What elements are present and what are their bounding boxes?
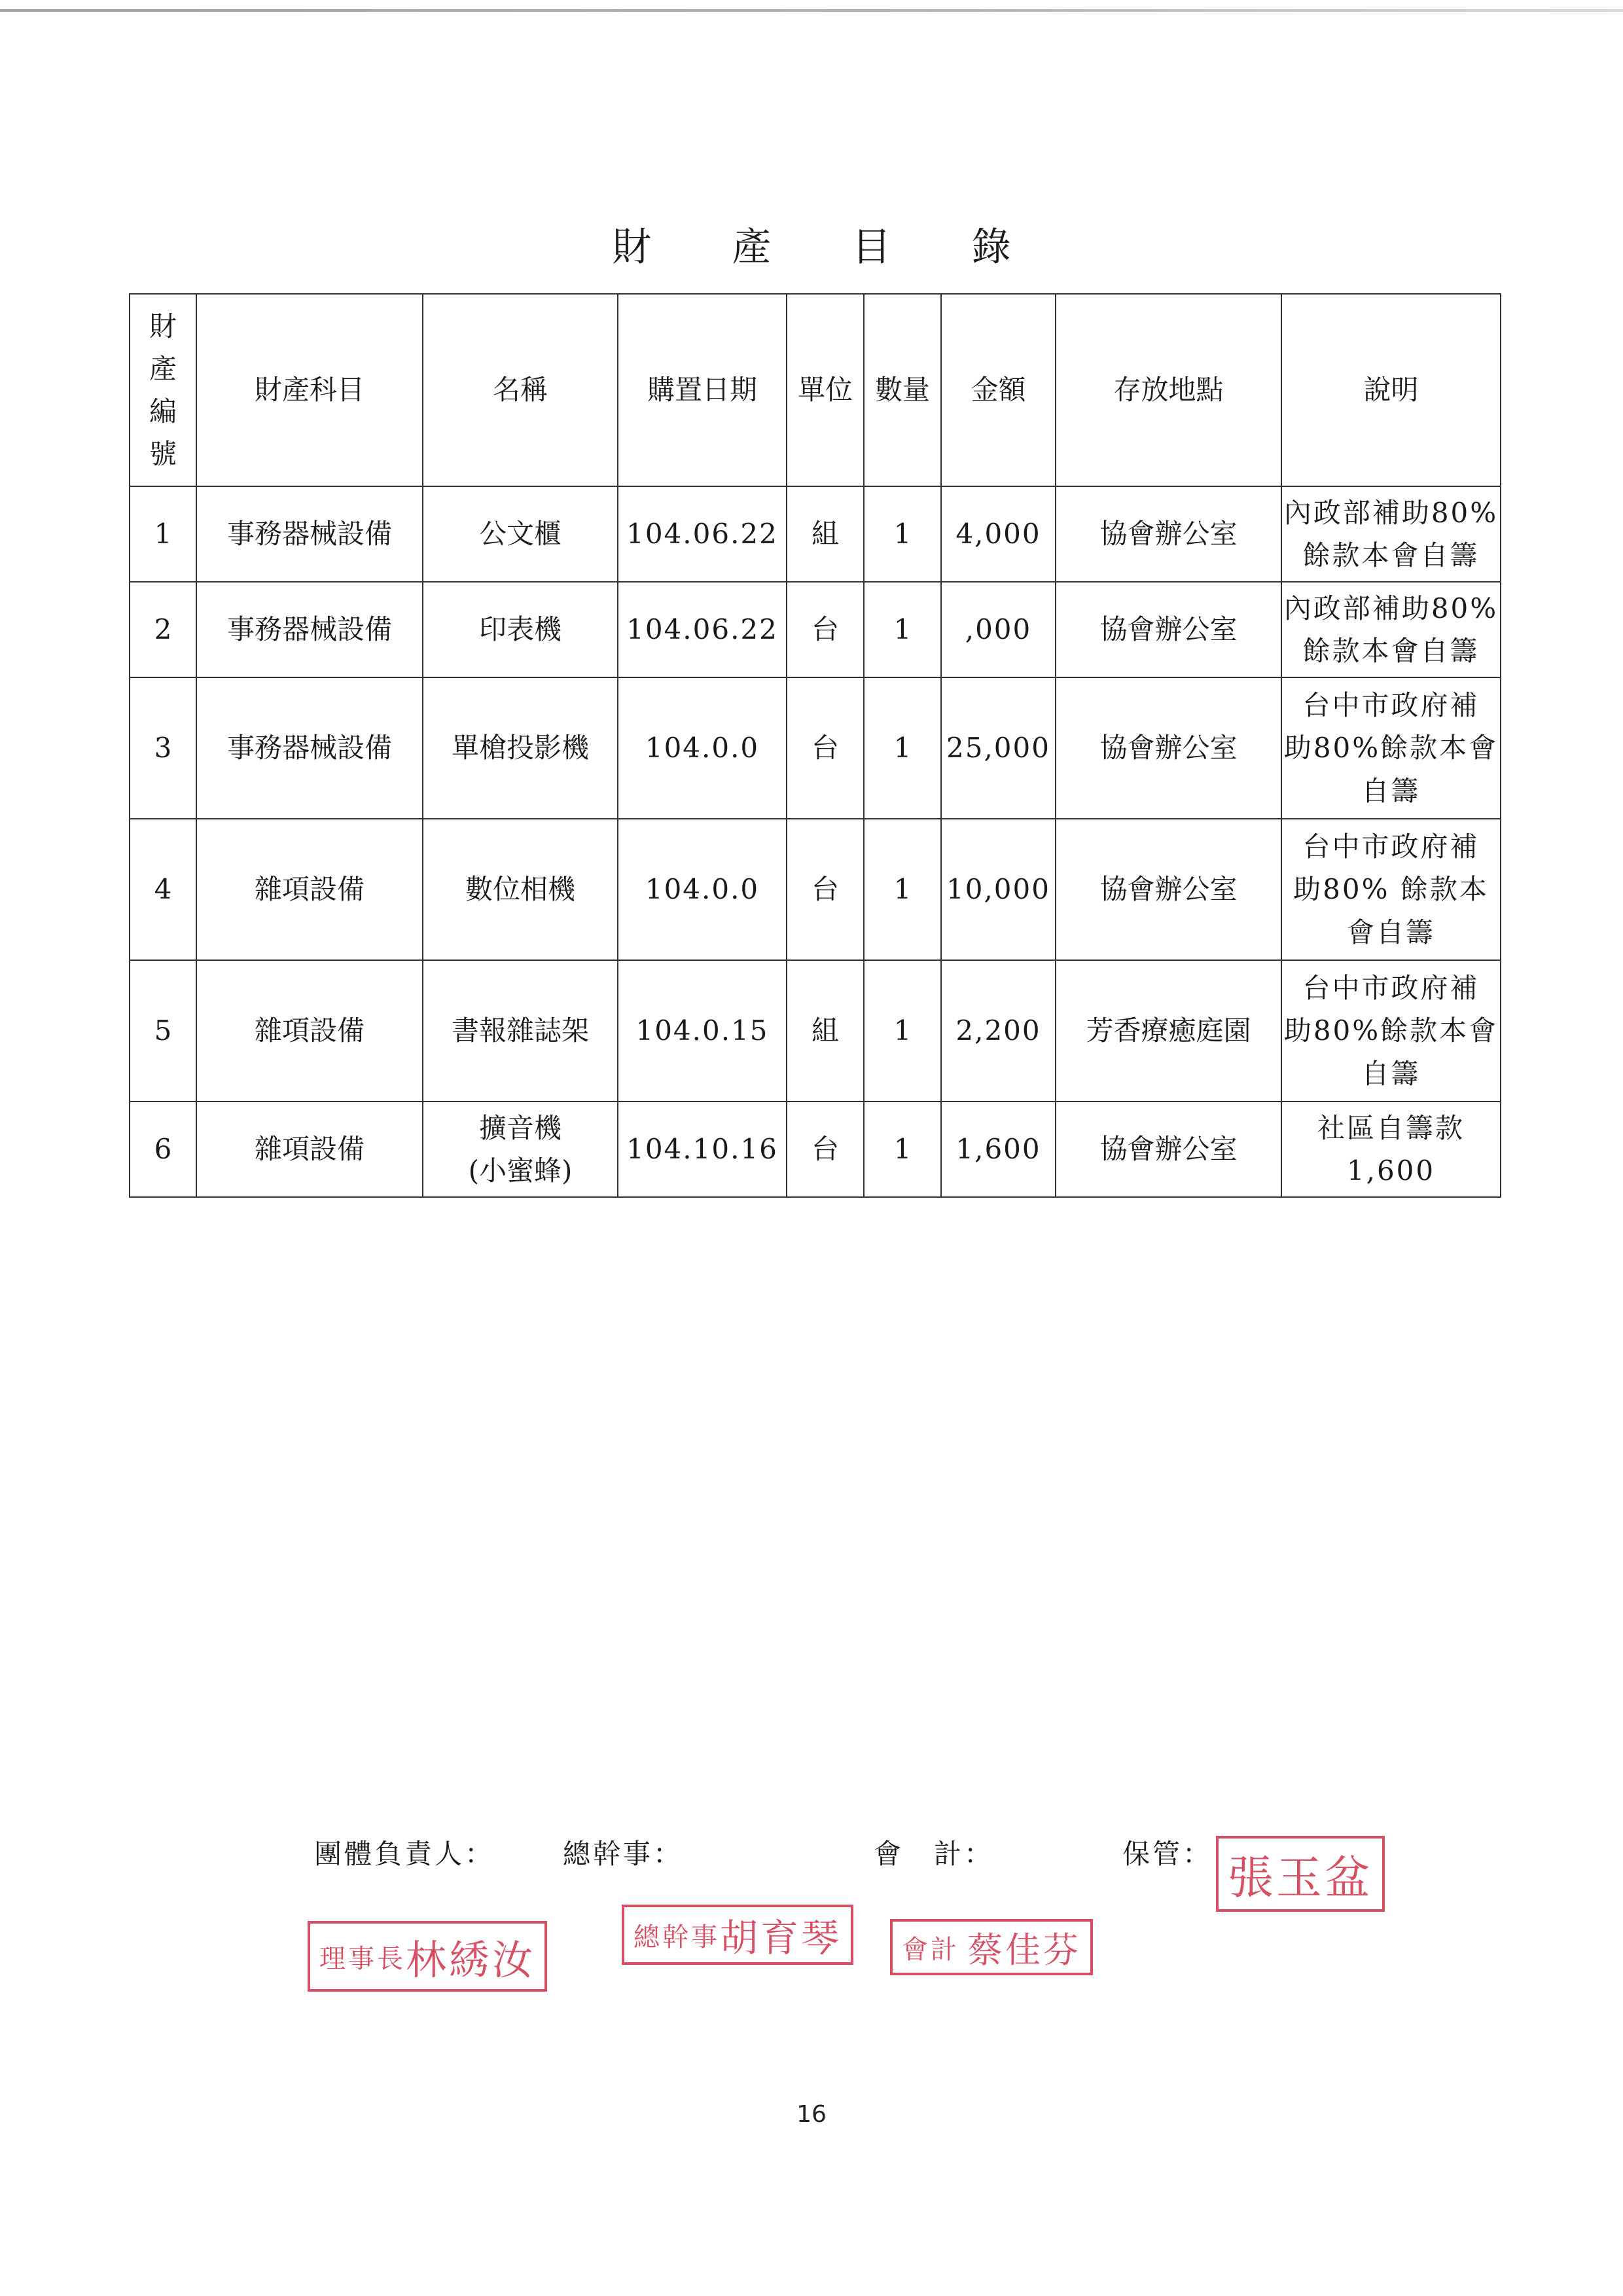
cell-name: 擴音機 (小蜜蜂) [423,1102,618,1197]
cell-date: 104.06.22 [618,486,787,582]
cell-unit: 台 [787,582,864,677]
cell-location: 協會辦公室 [1056,486,1281,582]
cell-note: 台中市政府補 助80%餘款本會 自籌 [1281,960,1501,1102]
cell-qty: 1 [864,960,941,1102]
cell-unit: 組 [787,486,864,582]
cell-no: 6 [130,1102,196,1197]
leader-label: 團體負責人： [314,1838,495,1870]
secretary-label: 總幹事： [563,1838,684,1870]
header-qty: 數量 [864,294,941,486]
cell-no: 1 [130,486,196,582]
cell-date: 104.0.0 [618,677,787,819]
cell-qty: 1 [864,1102,941,1197]
page-number: 16 [796,2101,827,2128]
page-title: 財 產 目 錄 [612,224,1045,270]
cell-location: 協會辦公室 [1056,582,1281,677]
cell-location: 芳香療癒庭園 [1056,960,1281,1102]
cell-amount: 2,200 [941,960,1056,1102]
header-date: 購置日期 [618,294,787,486]
cell-note: 內政部補助80% 餘款本會自籌 [1281,486,1501,582]
cell-note: 台中市政府補 助80% 餘款本 會自籌 [1281,819,1501,960]
header-amount: 金額 [941,294,1056,486]
header-name: 名稱 [423,294,618,486]
table-row [130,1102,1501,1197]
cell-category: 事務器械設備 [196,582,423,677]
cell-no: 4 [130,819,196,960]
custodian-seal: 張玉盆 [1216,1836,1385,1912]
cell-name: 數位相機 [423,819,618,960]
asset-table [129,293,1501,1198]
cell-location: 協會辦公室 [1056,1102,1281,1197]
cell-name: 印表機 [423,582,618,677]
cell-date: 104.0.0 [618,819,787,960]
cell-amount: 25,000 [941,677,1056,819]
cell-unit: 台 [787,1102,864,1197]
header-no: 財 產 編 號 [130,294,196,486]
cell-unit: 台 [787,677,864,819]
cell-amount: 1,600 [941,1102,1056,1197]
table-row [130,582,1501,677]
table-row [130,486,1501,582]
cell-amount: ,000 [941,582,1056,677]
cell-category: 雜項設備 [196,819,423,960]
cell-note: 台中市政府補 助80%餘款本會 自籌 [1281,677,1501,819]
cell-note: 內政部補助80% 餘款本會自籌 [1281,582,1501,677]
cell-note: 社區自籌款 1,600 [1281,1102,1501,1197]
cell-location: 協會辦公室 [1056,819,1281,960]
accountant-label: 會 計： [874,1838,995,1870]
cell-no: 5 [130,960,196,1102]
cell-date: 104.10.16 [618,1102,787,1197]
cell-category: 事務器械設備 [196,677,423,819]
cell-amount: 10,000 [941,819,1056,960]
cell-no: 2 [130,582,196,677]
custodian-label: 保管： [1122,1838,1213,1870]
cell-location: 協會辦公室 [1056,677,1281,819]
cell-category: 雜項設備 [196,1102,423,1197]
cell-date: 104.0.15 [618,960,787,1102]
secretary-seal: 總幹事 胡育琴 [622,1905,853,1965]
cell-date: 104.06.22 [618,582,787,677]
cell-name: 公文櫃 [423,486,618,582]
scan-edge [0,9,1623,12]
cell-name: 書報雜誌架 [423,960,618,1102]
table-row [130,960,1501,1102]
cell-no: 3 [130,677,196,819]
header-note: 說明 [1281,294,1501,486]
header-location: 存放地點 [1056,294,1281,486]
table-row [130,677,1501,819]
header-category: 財產科目 [196,294,423,486]
cell-category: 雜項設備 [196,960,423,1102]
cell-category: 事務器械設備 [196,486,423,582]
cell-qty: 1 [864,486,941,582]
accountant-seal: 會計 蔡佳芬 [890,1919,1093,1975]
cell-amount: 4,000 [941,486,1056,582]
cell-qty: 1 [864,582,941,677]
table-header-row [130,294,1501,486]
cell-name: 單槍投影機 [423,677,618,819]
table-row [130,819,1501,960]
cell-unit: 組 [787,960,864,1102]
leader-seal: 理事長 林綉汝 [308,1921,547,1992]
cell-unit: 台 [787,819,864,960]
cell-qty: 1 [864,819,941,960]
header-unit: 單位 [787,294,864,486]
cell-qty: 1 [864,677,941,819]
